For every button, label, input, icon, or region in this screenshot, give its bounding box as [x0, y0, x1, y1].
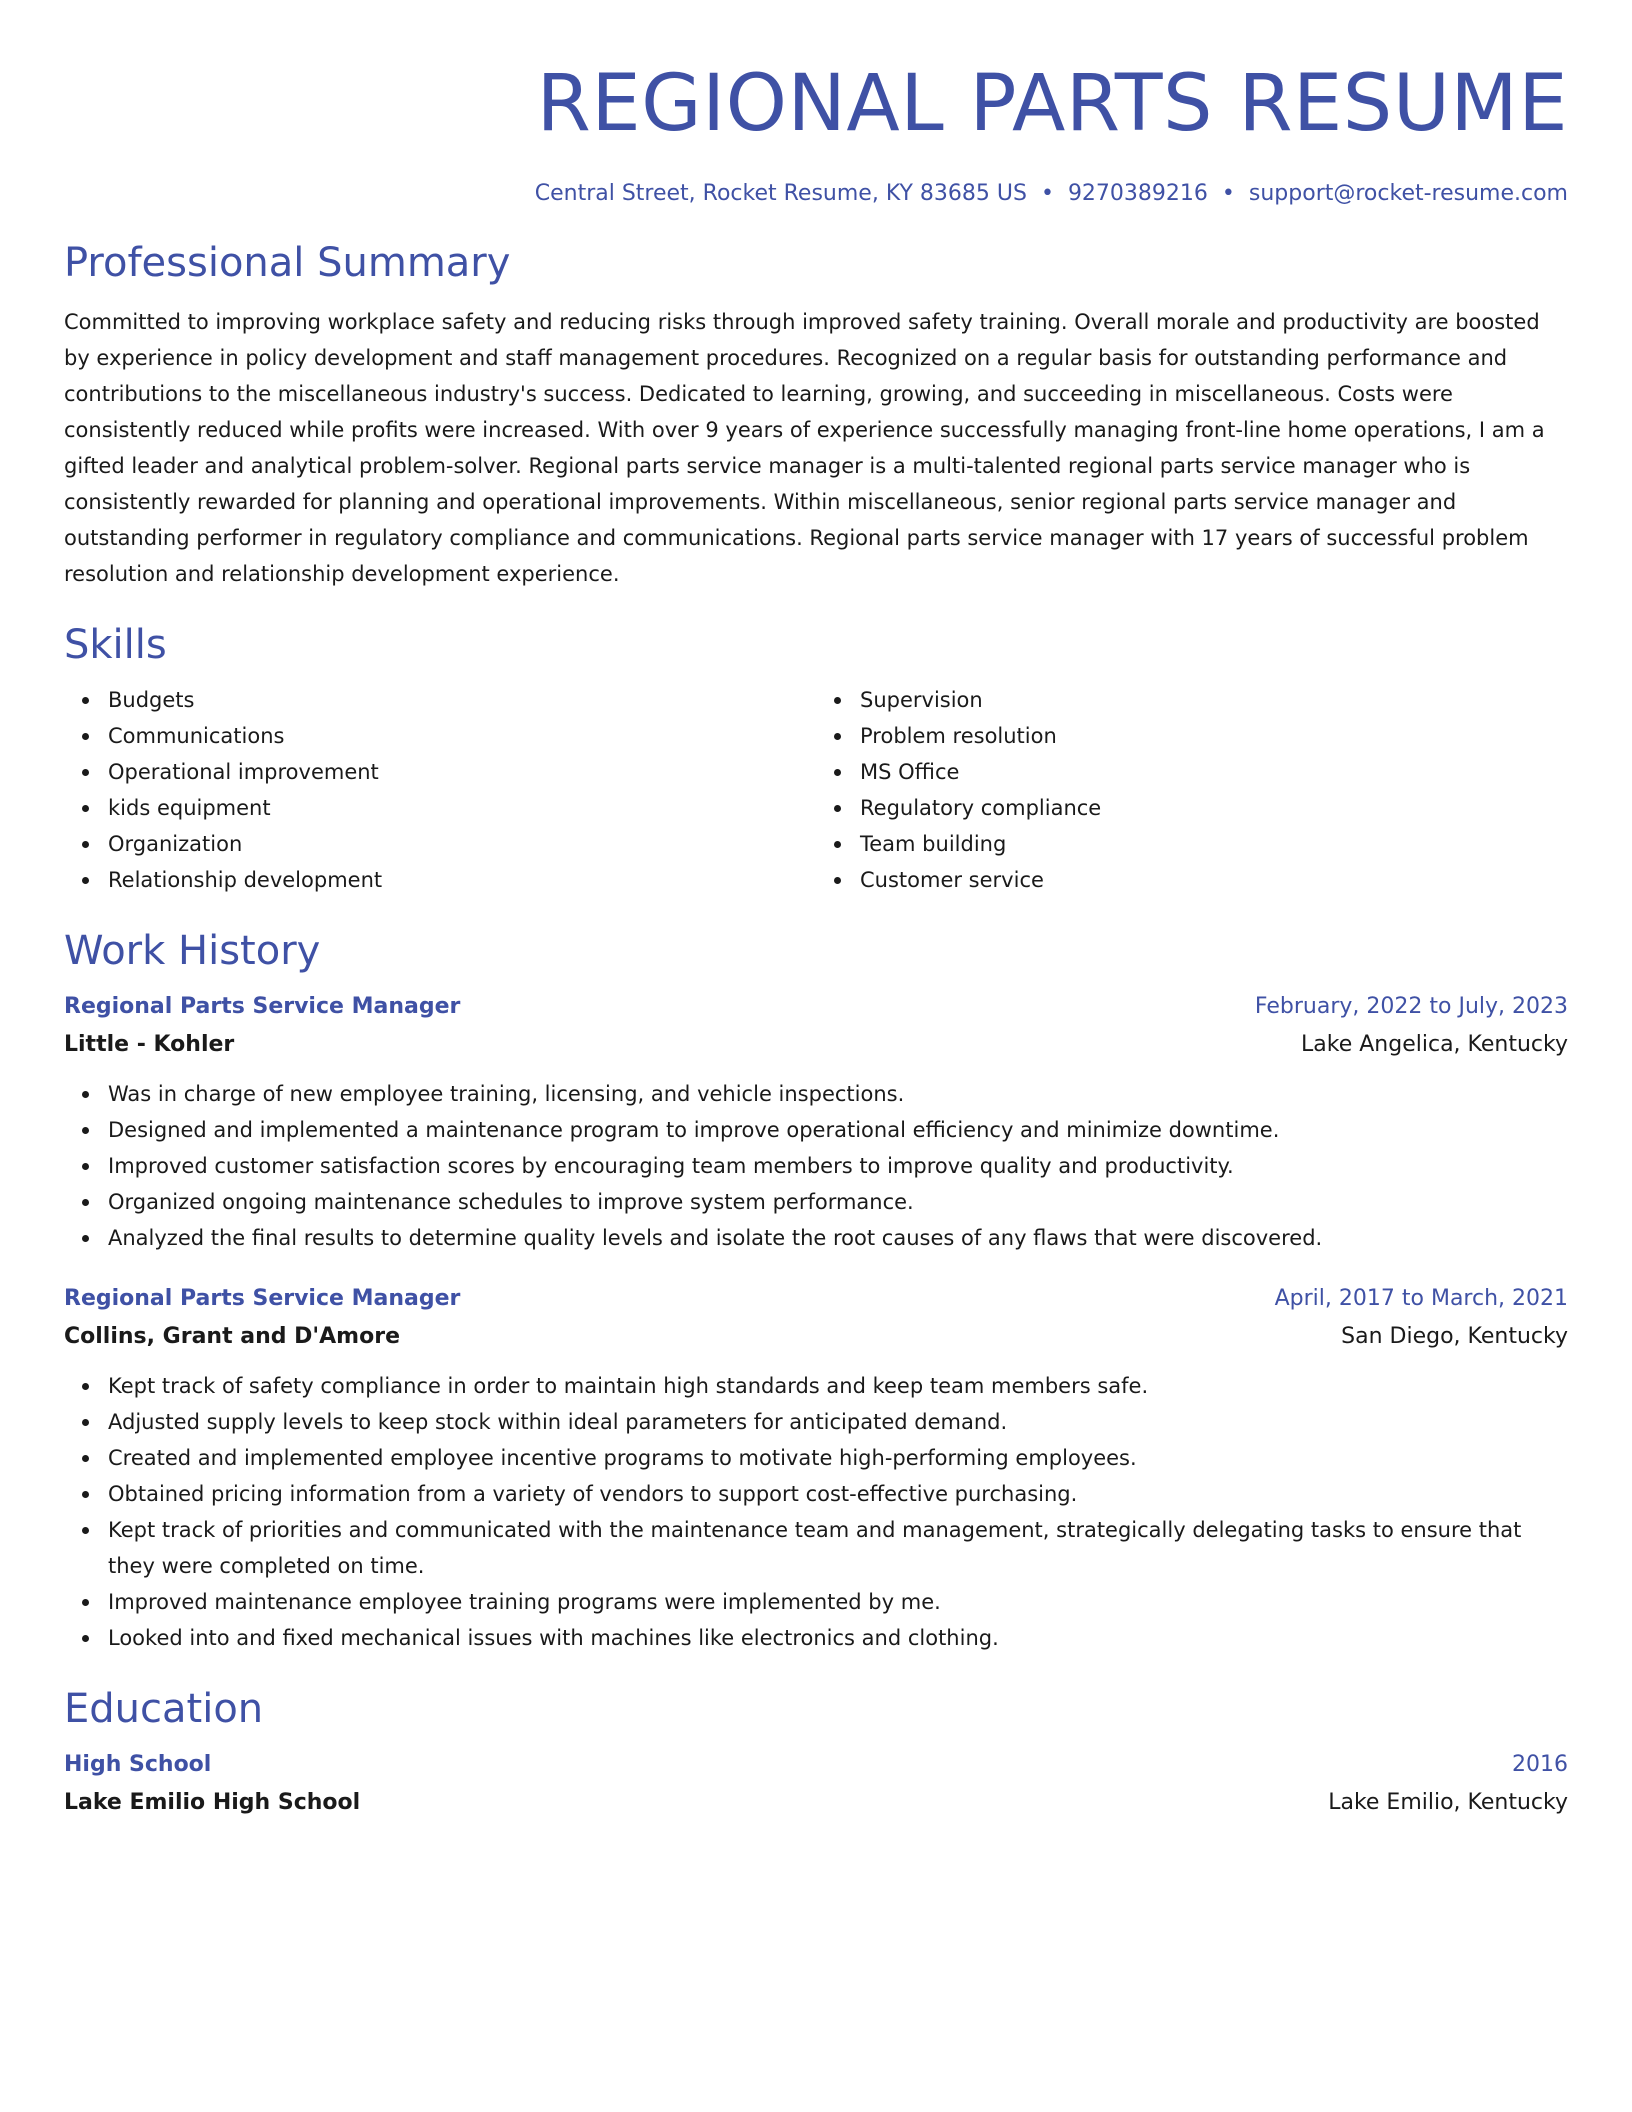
job-dates: April, 2017 to March, 2021	[1274, 1286, 1568, 1311]
summary-section	[64, 238, 1568, 592]
skill-item: MS Office	[860, 754, 1568, 790]
education-entry	[64, 1746, 1568, 1822]
job-employer-row	[64, 1318, 1568, 1356]
education-section	[64, 1684, 1568, 1822]
job-duties	[64, 1368, 1568, 1656]
job-entry	[64, 988, 1568, 1256]
job-employer: Collins, Grant and D'Amore	[64, 1324, 400, 1349]
education-header-row	[64, 1746, 1568, 1784]
skills-list-left	[64, 682, 816, 898]
skill-item: Regulatory compliance	[860, 790, 1568, 826]
resume-name: REGIONAL PARTS RESUME	[536, 59, 1568, 149]
job-employer-row	[64, 1026, 1568, 1064]
email: support@rocket-resume.com	[1248, 181, 1568, 206]
phone: 9270389216	[1067, 181, 1208, 206]
duty-item: Analyzed the final results to determine quality levels and isolate the root causes of any flaws that were discovered.	[108, 1220, 1568, 1256]
duty-item: Organized ongoing maintenance schedules to improve system performance.	[108, 1184, 1568, 1220]
summary-text: Committed to improving workplace safety and reducing risks through improved safety training. Overall morale and productivity are boosted by experience in policy development and staff management procedures. Recognized on a regular basis for outstanding performance and contributions to the miscellaneous industry's success. Dedicated to learning, growing, and succeeding in miscellaneous. Costs were consistently reduced while profits were increased. With over 9 years of experience successfully managing front-line home operations, I am a gifted leader and analytical problem-solver. Regional parts service manager is a multi-talented regional parts service manager who is consistently rewarded for planning and operational improvements. Within miscellaneous, senior regional parts service manager and outstanding performer in regulatory compliance and communications. Regional parts service manager with 17 years of successful problem resolution and relationship development experience.	[64, 310, 1545, 586]
skill-item: Relationship development	[108, 862, 816, 898]
duty-item: Designed and implemented a maintenance program to improve operational efficiency and minimize downtime.	[108, 1112, 1568, 1148]
skill-item: Budgets	[108, 682, 816, 718]
address: Central Street, Rocket Resume, KY 83685 US	[534, 181, 1027, 206]
job-location: San Diego, Kentucky	[1341, 1324, 1568, 1349]
duty-item: Looked into and fixed mechanical issues with machines like electronics and clothing.	[108, 1620, 1568, 1656]
skill-item: Operational improvement	[108, 754, 816, 790]
separator-dot: •	[1221, 181, 1235, 206]
duty-item: Improved maintenance employee training programs were implemented by me.	[108, 1584, 1568, 1620]
skill-item: Organization	[108, 826, 816, 862]
contact-line	[64, 178, 1568, 210]
job-dates: February, 2022 to July, 2023	[1254, 994, 1568, 1019]
job-header-row	[64, 1280, 1568, 1318]
skills-section	[64, 620, 1568, 898]
skill-item: Problem resolution	[860, 718, 1568, 754]
job-role: Regional Parts Service Manager	[64, 1286, 461, 1311]
skills-title: Skills	[64, 622, 167, 668]
separator-dot: •	[1040, 181, 1054, 206]
duty-item: Kept track of priorities and communicated with the maintenance team and management, strategically delegating tasks to ensure that they were completed on time.	[108, 1512, 1568, 1584]
duty-item: Kept track of safety compliance in order to maintain high standards and keep team members safe.	[108, 1368, 1568, 1404]
education-degree: High School	[64, 1752, 212, 1777]
job-header-row	[64, 988, 1568, 1026]
skill-item: Team building	[860, 826, 1568, 862]
job-entry	[64, 1280, 1568, 1656]
work-history-title: Work History	[64, 928, 321, 974]
resume-header	[64, 50, 1568, 210]
duty-item: Obtained pricing information from a variety of vendors to support cost-effective purchasing.	[108, 1476, 1568, 1512]
skill-item: Communications	[108, 718, 816, 754]
skill-item: Customer service	[860, 862, 1568, 898]
job-employer: Little - Kohler	[64, 1032, 235, 1057]
duty-item: Was in charge of new employee training, licensing, and vehicle inspections.	[108, 1076, 1568, 1112]
summary-title: Professional Summary	[64, 240, 511, 286]
job-role: Regional Parts Service Manager	[64, 994, 461, 1019]
education-title: Education	[64, 1686, 264, 1732]
work-history-section	[64, 926, 1568, 1656]
duty-item: Created and implemented employee incentive programs to motivate high-performing employees.	[108, 1440, 1568, 1476]
education-school-row	[64, 1784, 1568, 1822]
duty-item: Improved customer satisfaction scores by encouraging team members to improve quality and productivity.	[108, 1148, 1568, 1184]
skills-grid	[64, 682, 1568, 898]
job-duties	[64, 1076, 1568, 1256]
job-location: Lake Angelica, Kentucky	[1301, 1032, 1568, 1057]
education-year: 2016	[1512, 1752, 1568, 1777]
education-school: Lake Emilio High School	[64, 1790, 361, 1815]
skill-item: Supervision	[860, 682, 1568, 718]
duty-item: Adjusted supply levels to keep stock within ideal parameters for anticipated demand.	[108, 1404, 1568, 1440]
skill-item: kids equipment	[108, 790, 816, 826]
skills-list-right	[816, 682, 1568, 898]
education-location: Lake Emilio, Kentucky	[1328, 1790, 1568, 1815]
